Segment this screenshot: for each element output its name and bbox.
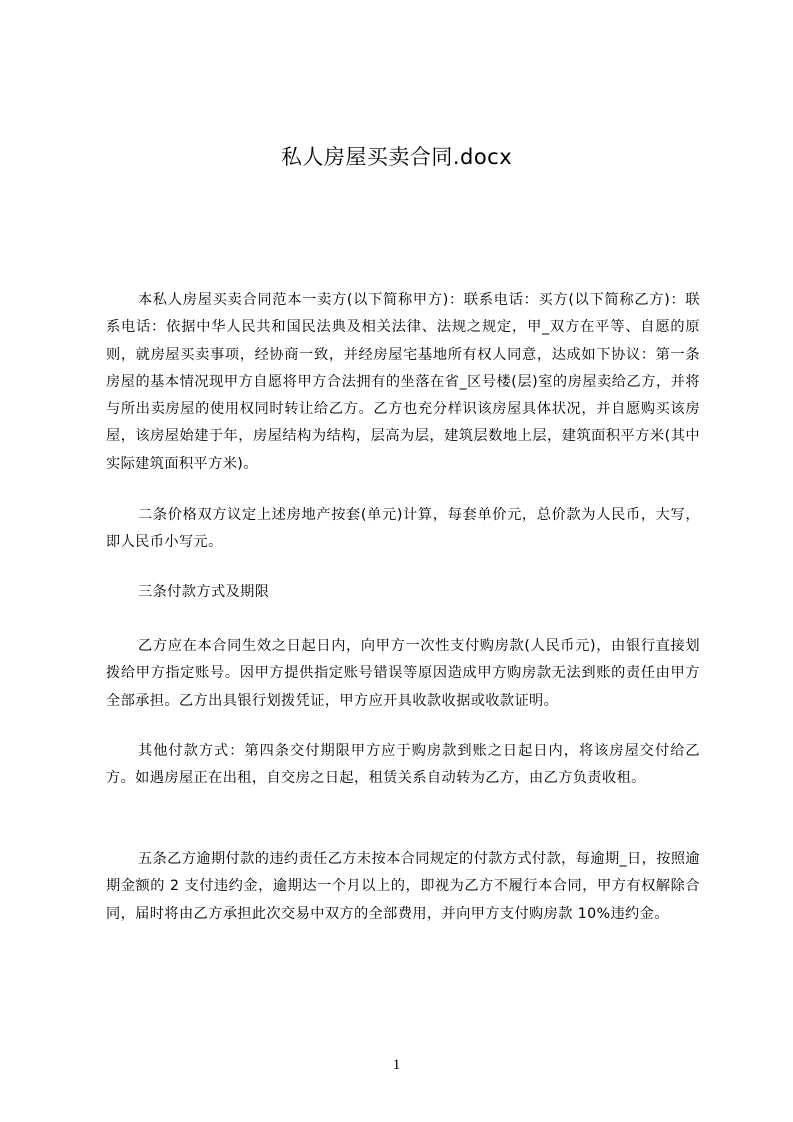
- contract-paragraph-price: 二条价格双方议定上述房地产按套(单元)计算，每套单价元，总价款为人民币，大写，即人民币小写元。: [106, 507, 700, 551]
- contract-paragraph-payment-heading: 三条付款方式及期限: [138, 584, 270, 600]
- contract-paragraph-payment-terms: 乙方应在本合同生效之日起日内，向甲方一次性支付购房款(人民币元)，由银行直接划拨给甲方指定账号。因甲方提供指定账号错误等原因造成甲方购房款无法到账的责任由甲方全部承担。乙方出具银行划拨凭证，甲方应开具收款收据或收款证明。: [106, 638, 700, 709]
- page-number: 1: [392, 1057, 401, 1073]
- document-title: 私人房屋买卖合同.docx: [280, 145, 513, 169]
- contract-paragraph-default-liability: 五条乙方逾期付款的违约责任乙方未按本合同规定的付款方式付款，每逾期_日，按照逾期金额的 2 支付违约金，逾期达一个月以上的，即视为乙方不履行本合同，甲方有权解除合同，届时将由乙方承担此次交易中双方的全部费用，并向甲方支付购房款 10%违约金。: [106, 851, 700, 922]
- contract-paragraph-delivery: 其他付款方式：第四条交付期限甲方应于购房款到账之日起日内，将该房屋交付给乙方。如遇房屋正在出租，自交房之日起，租赁关系自动转为乙方，由乙方负责收租。: [106, 743, 700, 787]
- contract-paragraph-intro: 本私人房屋买卖合同范本一卖方(以下简称甲方)：联系电话：买方(以下简称乙方)：联系电话：依据中华人民共和国民法典及相关法律、法规之规定，甲_双方在平等、自愿的原则，就房屋买卖事项，经协商一致，并经房屋宅基地所有权人同意，达成如下协议：第一条房屋的基本情况现甲方自愿将甲方合法拥有的坐落在省_区号楼(层)室的房屋卖给乙方，并将与所出卖房屋的使用权同时转让给乙方。乙方也充分样识该房屋具体状况，并自愿购买该房屋，该房屋始建于年，房屋结构为结构，层高为层，建筑层数地上层，建筑面积平方米(其中实际建筑面积平方米)。: [106, 292, 700, 472]
